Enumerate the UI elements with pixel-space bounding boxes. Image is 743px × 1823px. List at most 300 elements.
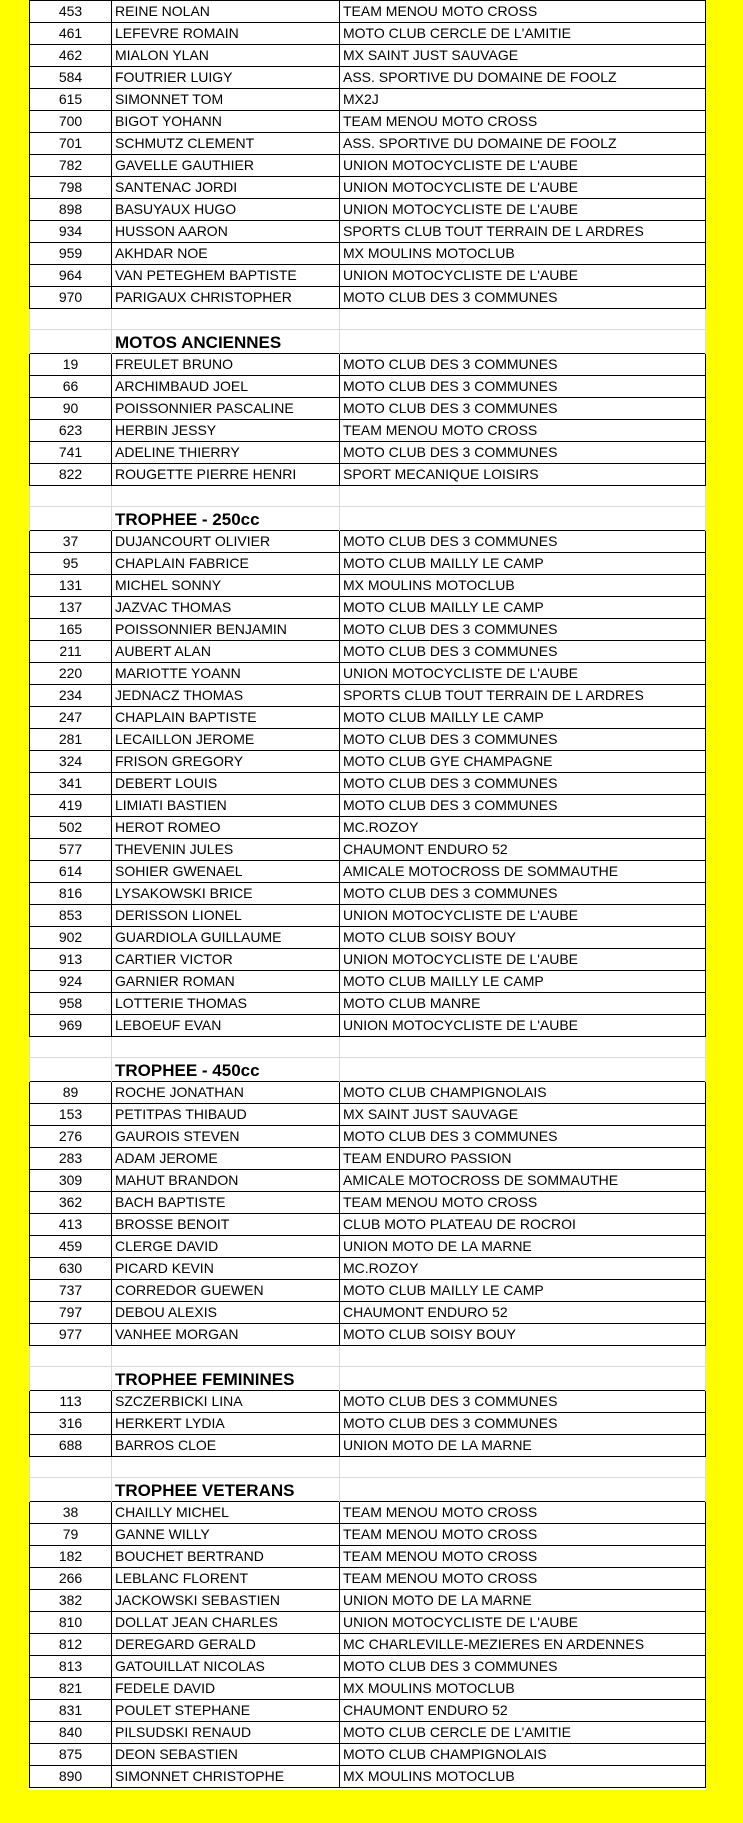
rider-club: MX2J bbox=[340, 89, 706, 111]
rider-name: JACKOWSKI SEBASTIEN bbox=[112, 1590, 340, 1612]
table-row bbox=[30, 839, 706, 861]
rider-number: 459 bbox=[30, 1236, 112, 1258]
rider-name: GUARDIOLA GUILLAUME bbox=[112, 927, 340, 949]
spacer-row bbox=[30, 1346, 706, 1367]
table-row bbox=[30, 883, 706, 905]
rider-number: 741 bbox=[30, 442, 112, 464]
rider-club: MX MOULINS MOTOCLUB bbox=[340, 1766, 706, 1788]
table-row bbox=[30, 1590, 706, 1612]
table-row bbox=[30, 927, 706, 949]
category-header-row bbox=[30, 1058, 706, 1082]
rider-number: 898 bbox=[30, 199, 112, 221]
table-row bbox=[30, 23, 706, 45]
rider-number: 700 bbox=[30, 111, 112, 133]
table-row bbox=[30, 287, 706, 309]
rider-number: 462 bbox=[30, 45, 112, 67]
rider-name: CHAPLAIN BAPTISTE bbox=[112, 707, 340, 729]
table-row bbox=[30, 1104, 706, 1126]
rider-number: 924 bbox=[30, 971, 112, 993]
table-row bbox=[30, 45, 706, 67]
rider-club: TEAM MENOU MOTO CROSS bbox=[340, 1192, 706, 1214]
spacer-row bbox=[30, 1037, 706, 1058]
rider-club: AMICALE MOTOCROSS DE SOMMAUTHE bbox=[340, 1170, 706, 1192]
rider-number: 283 bbox=[30, 1148, 112, 1170]
table-row bbox=[30, 1435, 706, 1457]
rider-number: 737 bbox=[30, 1280, 112, 1302]
rider-number: 316 bbox=[30, 1413, 112, 1435]
rider-name: DOLLAT JEAN CHARLES bbox=[112, 1612, 340, 1634]
table-row bbox=[30, 1744, 706, 1766]
category-header-row bbox=[30, 507, 706, 531]
rider-club: UNION MOTOCYCLISTE DE L'AUBE bbox=[340, 1612, 706, 1634]
rider-club: MOTO CLUB MAILLY LE CAMP bbox=[340, 597, 706, 619]
rider-club: UNION MOTOCYCLISTE DE L'AUBE bbox=[340, 265, 706, 287]
rider-number: 623 bbox=[30, 420, 112, 442]
table-row bbox=[30, 111, 706, 133]
category-header-row bbox=[30, 330, 706, 354]
rider-name: MICHEL SONNY bbox=[112, 575, 340, 597]
rider-name: HERBIN JESSY bbox=[112, 420, 340, 442]
rider-number: 977 bbox=[30, 1324, 112, 1346]
rider-name: HERKERT LYDIA bbox=[112, 1413, 340, 1435]
rider-name: MIALON YLAN bbox=[112, 45, 340, 67]
category-title: MOTOS ANCIENNES bbox=[112, 330, 340, 354]
table-row bbox=[30, 663, 706, 685]
rider-club: MC CHARLEVILLE-MEZIERES EN ARDENNES bbox=[340, 1634, 706, 1656]
rider-club: MOTO CLUB CHAMPIGNOLAIS bbox=[340, 1744, 706, 1766]
table-row bbox=[30, 442, 706, 464]
rider-name: LEBLANC FLORENT bbox=[112, 1568, 340, 1590]
rider-name: POISSONNIER PASCALINE bbox=[112, 398, 340, 420]
table-row bbox=[30, 1324, 706, 1346]
rider-name: BOUCHET BERTRAND bbox=[112, 1546, 340, 1568]
rider-name: ADAM JEROME bbox=[112, 1148, 340, 1170]
rider-number: 840 bbox=[30, 1722, 112, 1744]
table-row bbox=[30, 1258, 706, 1280]
rider-number: 969 bbox=[30, 1015, 112, 1037]
category-title: TROPHEE VETERANS bbox=[112, 1478, 340, 1502]
rider-club: TEAM MENOU MOTO CROSS bbox=[340, 1502, 706, 1524]
rider-club: TEAM ENDURO PASSION bbox=[340, 1148, 706, 1170]
rider-club: MOTO CLUB DES 3 COMMUNES bbox=[340, 287, 706, 309]
rider-number: 853 bbox=[30, 905, 112, 927]
rider-number: 90 bbox=[30, 398, 112, 420]
rider-name: FRISON GREGORY bbox=[112, 751, 340, 773]
table-row bbox=[30, 1302, 706, 1324]
rider-club: MOTO CLUB MAILLY LE CAMP bbox=[340, 553, 706, 575]
table-row bbox=[30, 1192, 706, 1214]
rider-club: TEAM MENOU MOTO CROSS bbox=[340, 1524, 706, 1546]
table-row bbox=[30, 861, 706, 883]
rider-club: MOTO CLUB MAILLY LE CAMP bbox=[340, 971, 706, 993]
table-row bbox=[30, 1502, 706, 1524]
rider-club: UNION MOTOCYCLISTE DE L'AUBE bbox=[340, 1015, 706, 1037]
spacer-row bbox=[30, 1457, 706, 1478]
rider-number: 131 bbox=[30, 575, 112, 597]
rider-club: TEAM MENOU MOTO CROSS bbox=[340, 420, 706, 442]
table-row bbox=[30, 1656, 706, 1678]
rider-name: ROUGETTE PIERRE HENRI bbox=[112, 464, 340, 486]
rider-club: UNION MOTOCYCLISTE DE L'AUBE bbox=[340, 177, 706, 199]
rider-name: GAVELLE GAUTHIER bbox=[112, 155, 340, 177]
rider-name: DERISSON LIONEL bbox=[112, 905, 340, 927]
rider-name: GAUROIS STEVEN bbox=[112, 1126, 340, 1148]
rider-number: 810 bbox=[30, 1612, 112, 1634]
rider-number: 816 bbox=[30, 883, 112, 905]
table-row bbox=[30, 971, 706, 993]
rider-name: POULET STEPHANE bbox=[112, 1700, 340, 1722]
table-row bbox=[30, 795, 706, 817]
rider-name: FEDELE DAVID bbox=[112, 1678, 340, 1700]
rider-name: LECAILLON JEROME bbox=[112, 729, 340, 751]
table-row bbox=[30, 1524, 706, 1546]
rider-name: CORREDOR GUEWEN bbox=[112, 1280, 340, 1302]
table-row bbox=[30, 1413, 706, 1435]
rider-number: 822 bbox=[30, 464, 112, 486]
rider-number: 341 bbox=[30, 773, 112, 795]
rider-club: MOTO CLUB DES 3 COMMUNES bbox=[340, 1656, 706, 1678]
rider-club: TEAM MENOU MOTO CROSS bbox=[340, 1546, 706, 1568]
category-title: TROPHEE - 450cc bbox=[112, 1058, 340, 1082]
rider-club: MC.ROZOY bbox=[340, 1258, 706, 1280]
rider-number: 701 bbox=[30, 133, 112, 155]
table-row bbox=[30, 133, 706, 155]
rider-name: BIGOT YOHANN bbox=[112, 111, 340, 133]
rider-number: 234 bbox=[30, 685, 112, 707]
rider-club: MOTO CLUB MAILLY LE CAMP bbox=[340, 1280, 706, 1302]
rider-number: 614 bbox=[30, 861, 112, 883]
rider-name: AUBERT ALAN bbox=[112, 641, 340, 663]
rider-number: 165 bbox=[30, 619, 112, 641]
rider-club: UNION MOTO DE LA MARNE bbox=[340, 1236, 706, 1258]
rider-number: 113 bbox=[30, 1391, 112, 1413]
rider-club: MX SAINT JUST SAUVAGE bbox=[340, 1104, 706, 1126]
rider-number: 453 bbox=[30, 1, 112, 23]
rider-number: 959 bbox=[30, 243, 112, 265]
rider-number: 89 bbox=[30, 1082, 112, 1104]
rider-club: MOTO CLUB SOISY BOUY bbox=[340, 1324, 706, 1346]
rider-club: CHAUMONT ENDURO 52 bbox=[340, 1700, 706, 1722]
rider-number: 461 bbox=[30, 23, 112, 45]
rider-number: 247 bbox=[30, 707, 112, 729]
rider-number: 630 bbox=[30, 1258, 112, 1280]
rider-name: DEBOU ALEXIS bbox=[112, 1302, 340, 1324]
rider-number: 266 bbox=[30, 1568, 112, 1590]
rider-club: MOTO CLUB DES 3 COMMUNES bbox=[340, 376, 706, 398]
spacer-row bbox=[30, 486, 706, 507]
rider-club: MOTO CLUB MAILLY LE CAMP bbox=[340, 707, 706, 729]
rider-name: LIMIATI BASTIEN bbox=[112, 795, 340, 817]
rider-number: 782 bbox=[30, 155, 112, 177]
rider-club: UNION MOTOCYCLISTE DE L'AUBE bbox=[340, 949, 706, 971]
rider-name: SOHIER GWENAEL bbox=[112, 861, 340, 883]
table-row bbox=[30, 1236, 706, 1258]
rider-club: MOTO CLUB CHAMPIGNOLAIS bbox=[340, 1082, 706, 1104]
table-row bbox=[30, 1612, 706, 1634]
rider-number: 419 bbox=[30, 795, 112, 817]
rider-name: DEON SEBASTIEN bbox=[112, 1744, 340, 1766]
rider-name: PILSUDSKI RENAUD bbox=[112, 1722, 340, 1744]
table-row bbox=[30, 1280, 706, 1302]
rider-number: 153 bbox=[30, 1104, 112, 1126]
rider-club: ASS. SPORTIVE DU DOMAINE DE FOOLZ bbox=[340, 133, 706, 155]
rider-number: 19 bbox=[30, 354, 112, 376]
table-row bbox=[30, 1700, 706, 1722]
rider-name: BACH BAPTISTE bbox=[112, 1192, 340, 1214]
rider-club: MOTO CLUB DES 3 COMMUNES bbox=[340, 1413, 706, 1435]
table-row bbox=[30, 817, 706, 839]
table-row bbox=[30, 685, 706, 707]
table-row bbox=[30, 1766, 706, 1788]
table-row bbox=[30, 89, 706, 111]
rider-number: 913 bbox=[30, 949, 112, 971]
rider-name: REINE NOLAN bbox=[112, 1, 340, 23]
table-row bbox=[30, 905, 706, 927]
rider-name: CLERGE DAVID bbox=[112, 1236, 340, 1258]
rider-club: UNION MOTOCYCLISTE DE L'AUBE bbox=[340, 663, 706, 685]
rider-number: 362 bbox=[30, 1192, 112, 1214]
rider-number: 831 bbox=[30, 1700, 112, 1722]
table-row bbox=[30, 1546, 706, 1568]
rider-club: SPORTS CLUB TOUT TERRAIN DE L ARDRES bbox=[340, 685, 706, 707]
rider-number: 66 bbox=[30, 376, 112, 398]
rider-name: THEVENIN JULES bbox=[112, 839, 340, 861]
rider-club: UNION MOTOCYCLISTE DE L'AUBE bbox=[340, 905, 706, 927]
table-row bbox=[30, 243, 706, 265]
table-row bbox=[30, 949, 706, 971]
table-row bbox=[30, 773, 706, 795]
spacer-row bbox=[30, 309, 706, 330]
table-row bbox=[30, 993, 706, 1015]
rider-number: 413 bbox=[30, 1214, 112, 1236]
rider-name: SIMONNET TOM bbox=[112, 89, 340, 111]
rider-number: 502 bbox=[30, 817, 112, 839]
table-row bbox=[30, 531, 706, 553]
table-row bbox=[30, 1634, 706, 1656]
results-table bbox=[29, 0, 706, 1788]
rider-name: AKHDAR NOE bbox=[112, 243, 340, 265]
rider-club: MOTO CLUB DES 3 COMMUNES bbox=[340, 442, 706, 464]
table-row bbox=[30, 354, 706, 376]
rider-number: 79 bbox=[30, 1524, 112, 1546]
rider-number: 934 bbox=[30, 221, 112, 243]
rider-club: MOTO CLUB DES 3 COMMUNES bbox=[340, 729, 706, 751]
rider-number: 797 bbox=[30, 1302, 112, 1324]
table-row bbox=[30, 177, 706, 199]
rider-name: LYSAKOWSKI BRICE bbox=[112, 883, 340, 905]
rider-club: MOTO CLUB DES 3 COMMUNES bbox=[340, 641, 706, 663]
rider-club: CHAUMONT ENDURO 52 bbox=[340, 1302, 706, 1324]
results-body bbox=[30, 1, 706, 1788]
rider-club: AMICALE MOTOCROSS DE SOMMAUTHE bbox=[340, 861, 706, 883]
table-row bbox=[30, 729, 706, 751]
rider-club: MOTO CLUB DES 3 COMMUNES bbox=[340, 795, 706, 817]
rider-club: ASS. SPORTIVE DU DOMAINE DE FOOLZ bbox=[340, 67, 706, 89]
rider-name: PICARD KEVIN bbox=[112, 1258, 340, 1280]
rider-club: UNION MOTO DE LA MARNE bbox=[340, 1435, 706, 1457]
rider-number: 137 bbox=[30, 597, 112, 619]
rider-name: HUSSON AARON bbox=[112, 221, 340, 243]
rider-name: DEBERT LOUIS bbox=[112, 773, 340, 795]
rider-name: JAZVAC THOMAS bbox=[112, 597, 340, 619]
rider-name: SANTENAC JORDI bbox=[112, 177, 340, 199]
rider-number: 276 bbox=[30, 1126, 112, 1148]
table-row bbox=[30, 1082, 706, 1104]
rider-club: TEAM MENOU MOTO CROSS bbox=[340, 1, 706, 23]
category-header-row bbox=[30, 1367, 706, 1391]
table-row bbox=[30, 1391, 706, 1413]
rider-number: 812 bbox=[30, 1634, 112, 1656]
table-row bbox=[30, 420, 706, 442]
rider-club: MOTO CLUB DES 3 COMMUNES bbox=[340, 354, 706, 376]
rider-name: MARIOTTE YOANN bbox=[112, 663, 340, 685]
rider-number: 220 bbox=[30, 663, 112, 685]
rider-number: 615 bbox=[30, 89, 112, 111]
table-row bbox=[30, 1, 706, 23]
rider-club: MOTO CLUB DES 3 COMMUNES bbox=[340, 773, 706, 795]
rider-name: BROSSE BENOIT bbox=[112, 1214, 340, 1236]
rider-club: TEAM MENOU MOTO CROSS bbox=[340, 1568, 706, 1590]
table-row bbox=[30, 398, 706, 420]
rider-name: VANHEE MORGAN bbox=[112, 1324, 340, 1346]
rider-club: SPORTS CLUB TOUT TERRAIN DE L ARDRES bbox=[340, 221, 706, 243]
rider-club: MX MOULINS MOTOCLUB bbox=[340, 575, 706, 597]
table-row bbox=[30, 707, 706, 729]
table-row bbox=[30, 464, 706, 486]
rider-number: 958 bbox=[30, 993, 112, 1015]
rider-number: 890 bbox=[30, 1766, 112, 1788]
rider-club: MOTO CLUB MANRE bbox=[340, 993, 706, 1015]
table-row bbox=[30, 1126, 706, 1148]
rider-name: ARCHIMBAUD JOEL bbox=[112, 376, 340, 398]
table-row bbox=[30, 199, 706, 221]
table-row bbox=[30, 751, 706, 773]
rider-club: CLUB MOTO PLATEAU DE ROCROI bbox=[340, 1214, 706, 1236]
table-row bbox=[30, 619, 706, 641]
rider-name: DEREGARD GERALD bbox=[112, 1634, 340, 1656]
table-row bbox=[30, 265, 706, 287]
rider-club: MX MOULINS MOTOCLUB bbox=[340, 243, 706, 265]
rider-name: SZCZERBICKI LINA bbox=[112, 1391, 340, 1413]
category-header-row bbox=[30, 1478, 706, 1502]
rider-club: MOTO CLUB DES 3 COMMUNES bbox=[340, 1391, 706, 1413]
rider-number: 211 bbox=[30, 641, 112, 663]
rider-name: CHAILLY MICHEL bbox=[112, 1502, 340, 1524]
rider-name: FOUTRIER LUIGY bbox=[112, 67, 340, 89]
rider-name: LEBOEUF EVAN bbox=[112, 1015, 340, 1037]
table-row bbox=[30, 1568, 706, 1590]
rider-club: MOTO CLUB GYE CHAMPAGNE bbox=[340, 751, 706, 773]
rider-name: GANNE WILLY bbox=[112, 1524, 340, 1546]
rider-club: MOTO CLUB DES 3 COMMUNES bbox=[340, 531, 706, 553]
table-row bbox=[30, 1722, 706, 1744]
rider-club: UNION MOTO DE LA MARNE bbox=[340, 1590, 706, 1612]
rider-number: 324 bbox=[30, 751, 112, 773]
table-row bbox=[30, 641, 706, 663]
rider-number: 688 bbox=[30, 1435, 112, 1457]
rider-name: POISSONNIER BENJAMIN bbox=[112, 619, 340, 641]
table-row bbox=[30, 67, 706, 89]
rider-club: MOTO CLUB DES 3 COMMUNES bbox=[340, 883, 706, 905]
rider-club: SPORT MECANIQUE LOISIRS bbox=[340, 464, 706, 486]
rider-name: ROCHE JONATHAN bbox=[112, 1082, 340, 1104]
table-row bbox=[30, 1148, 706, 1170]
category-title: TROPHEE - 250cc bbox=[112, 507, 340, 531]
rider-number: 964 bbox=[30, 265, 112, 287]
rider-club: MOTO CLUB DES 3 COMMUNES bbox=[340, 619, 706, 641]
rider-club: CHAUMONT ENDURO 52 bbox=[340, 839, 706, 861]
table-row bbox=[30, 1214, 706, 1236]
rider-number: 970 bbox=[30, 287, 112, 309]
table-row bbox=[30, 221, 706, 243]
rider-number: 37 bbox=[30, 531, 112, 553]
rider-number: 813 bbox=[30, 1656, 112, 1678]
rider-club: MX SAINT JUST SAUVAGE bbox=[340, 45, 706, 67]
rider-club: MOTO CLUB SOISY BOUY bbox=[340, 927, 706, 949]
rider-number: 309 bbox=[30, 1170, 112, 1192]
rider-number: 902 bbox=[30, 927, 112, 949]
rider-club: MOTO CLUB DES 3 COMMUNES bbox=[340, 1126, 706, 1148]
rider-name: ADELINE THIERRY bbox=[112, 442, 340, 464]
rider-name: PETITPAS THIBAUD bbox=[112, 1104, 340, 1126]
rider-name: GATOUILLAT NICOLAS bbox=[112, 1656, 340, 1678]
rider-name: HEROT ROMEO bbox=[112, 817, 340, 839]
rider-name: LEFEVRE ROMAIN bbox=[112, 23, 340, 45]
rider-club: MX MOULINS MOTOCLUB bbox=[340, 1678, 706, 1700]
rider-number: 798 bbox=[30, 177, 112, 199]
table-row bbox=[30, 1678, 706, 1700]
table-row bbox=[30, 553, 706, 575]
rider-name: JEDNACZ THOMAS bbox=[112, 685, 340, 707]
rider-name: BARROS CLOE bbox=[112, 1435, 340, 1457]
rider-name: CARTIER VICTOR bbox=[112, 949, 340, 971]
rider-number: 875 bbox=[30, 1744, 112, 1766]
rider-number: 577 bbox=[30, 839, 112, 861]
rider-number: 382 bbox=[30, 1590, 112, 1612]
rider-number: 182 bbox=[30, 1546, 112, 1568]
rider-club: MOTO CLUB CERCLE DE L'AMITIE bbox=[340, 1722, 706, 1744]
rider-name: GARNIER ROMAN bbox=[112, 971, 340, 993]
rider-name: BASUYAUX HUGO bbox=[112, 199, 340, 221]
rider-club: MOTO CLUB DES 3 COMMUNES bbox=[340, 398, 706, 420]
rider-number: 95 bbox=[30, 553, 112, 575]
rider-club: UNION MOTOCYCLISTE DE L'AUBE bbox=[340, 155, 706, 177]
rider-name: CHAPLAIN FABRICE bbox=[112, 553, 340, 575]
rider-name: LOTTERIE THOMAS bbox=[112, 993, 340, 1015]
rider-name: FREULET BRUNO bbox=[112, 354, 340, 376]
rider-name: PARIGAUX CHRISTOPHER bbox=[112, 287, 340, 309]
rider-name: VAN PETEGHEM BAPTISTE bbox=[112, 265, 340, 287]
rider-name: SCHMUTZ CLEMENT bbox=[112, 133, 340, 155]
table-row bbox=[30, 575, 706, 597]
rider-club: TEAM MENOU MOTO CROSS bbox=[340, 111, 706, 133]
rider-number: 584 bbox=[30, 67, 112, 89]
rider-number: 281 bbox=[30, 729, 112, 751]
table-row bbox=[30, 1170, 706, 1192]
table-row bbox=[30, 597, 706, 619]
rider-club: MOTO CLUB CERCLE DE L'AMITIE bbox=[340, 23, 706, 45]
category-title: TROPHEE FEMININES bbox=[112, 1367, 340, 1391]
rider-number: 821 bbox=[30, 1678, 112, 1700]
rider-club: UNION MOTOCYCLISTE DE L'AUBE bbox=[340, 199, 706, 221]
table-row bbox=[30, 376, 706, 398]
rider-number: 38 bbox=[30, 1502, 112, 1524]
rider-name: DUJANCOURT OLIVIER bbox=[112, 531, 340, 553]
table-row bbox=[30, 1015, 706, 1037]
rider-name: SIMONNET CHRISTOPHE bbox=[112, 1766, 340, 1788]
table-row bbox=[30, 155, 706, 177]
rider-club: MC.ROZOY bbox=[340, 817, 706, 839]
